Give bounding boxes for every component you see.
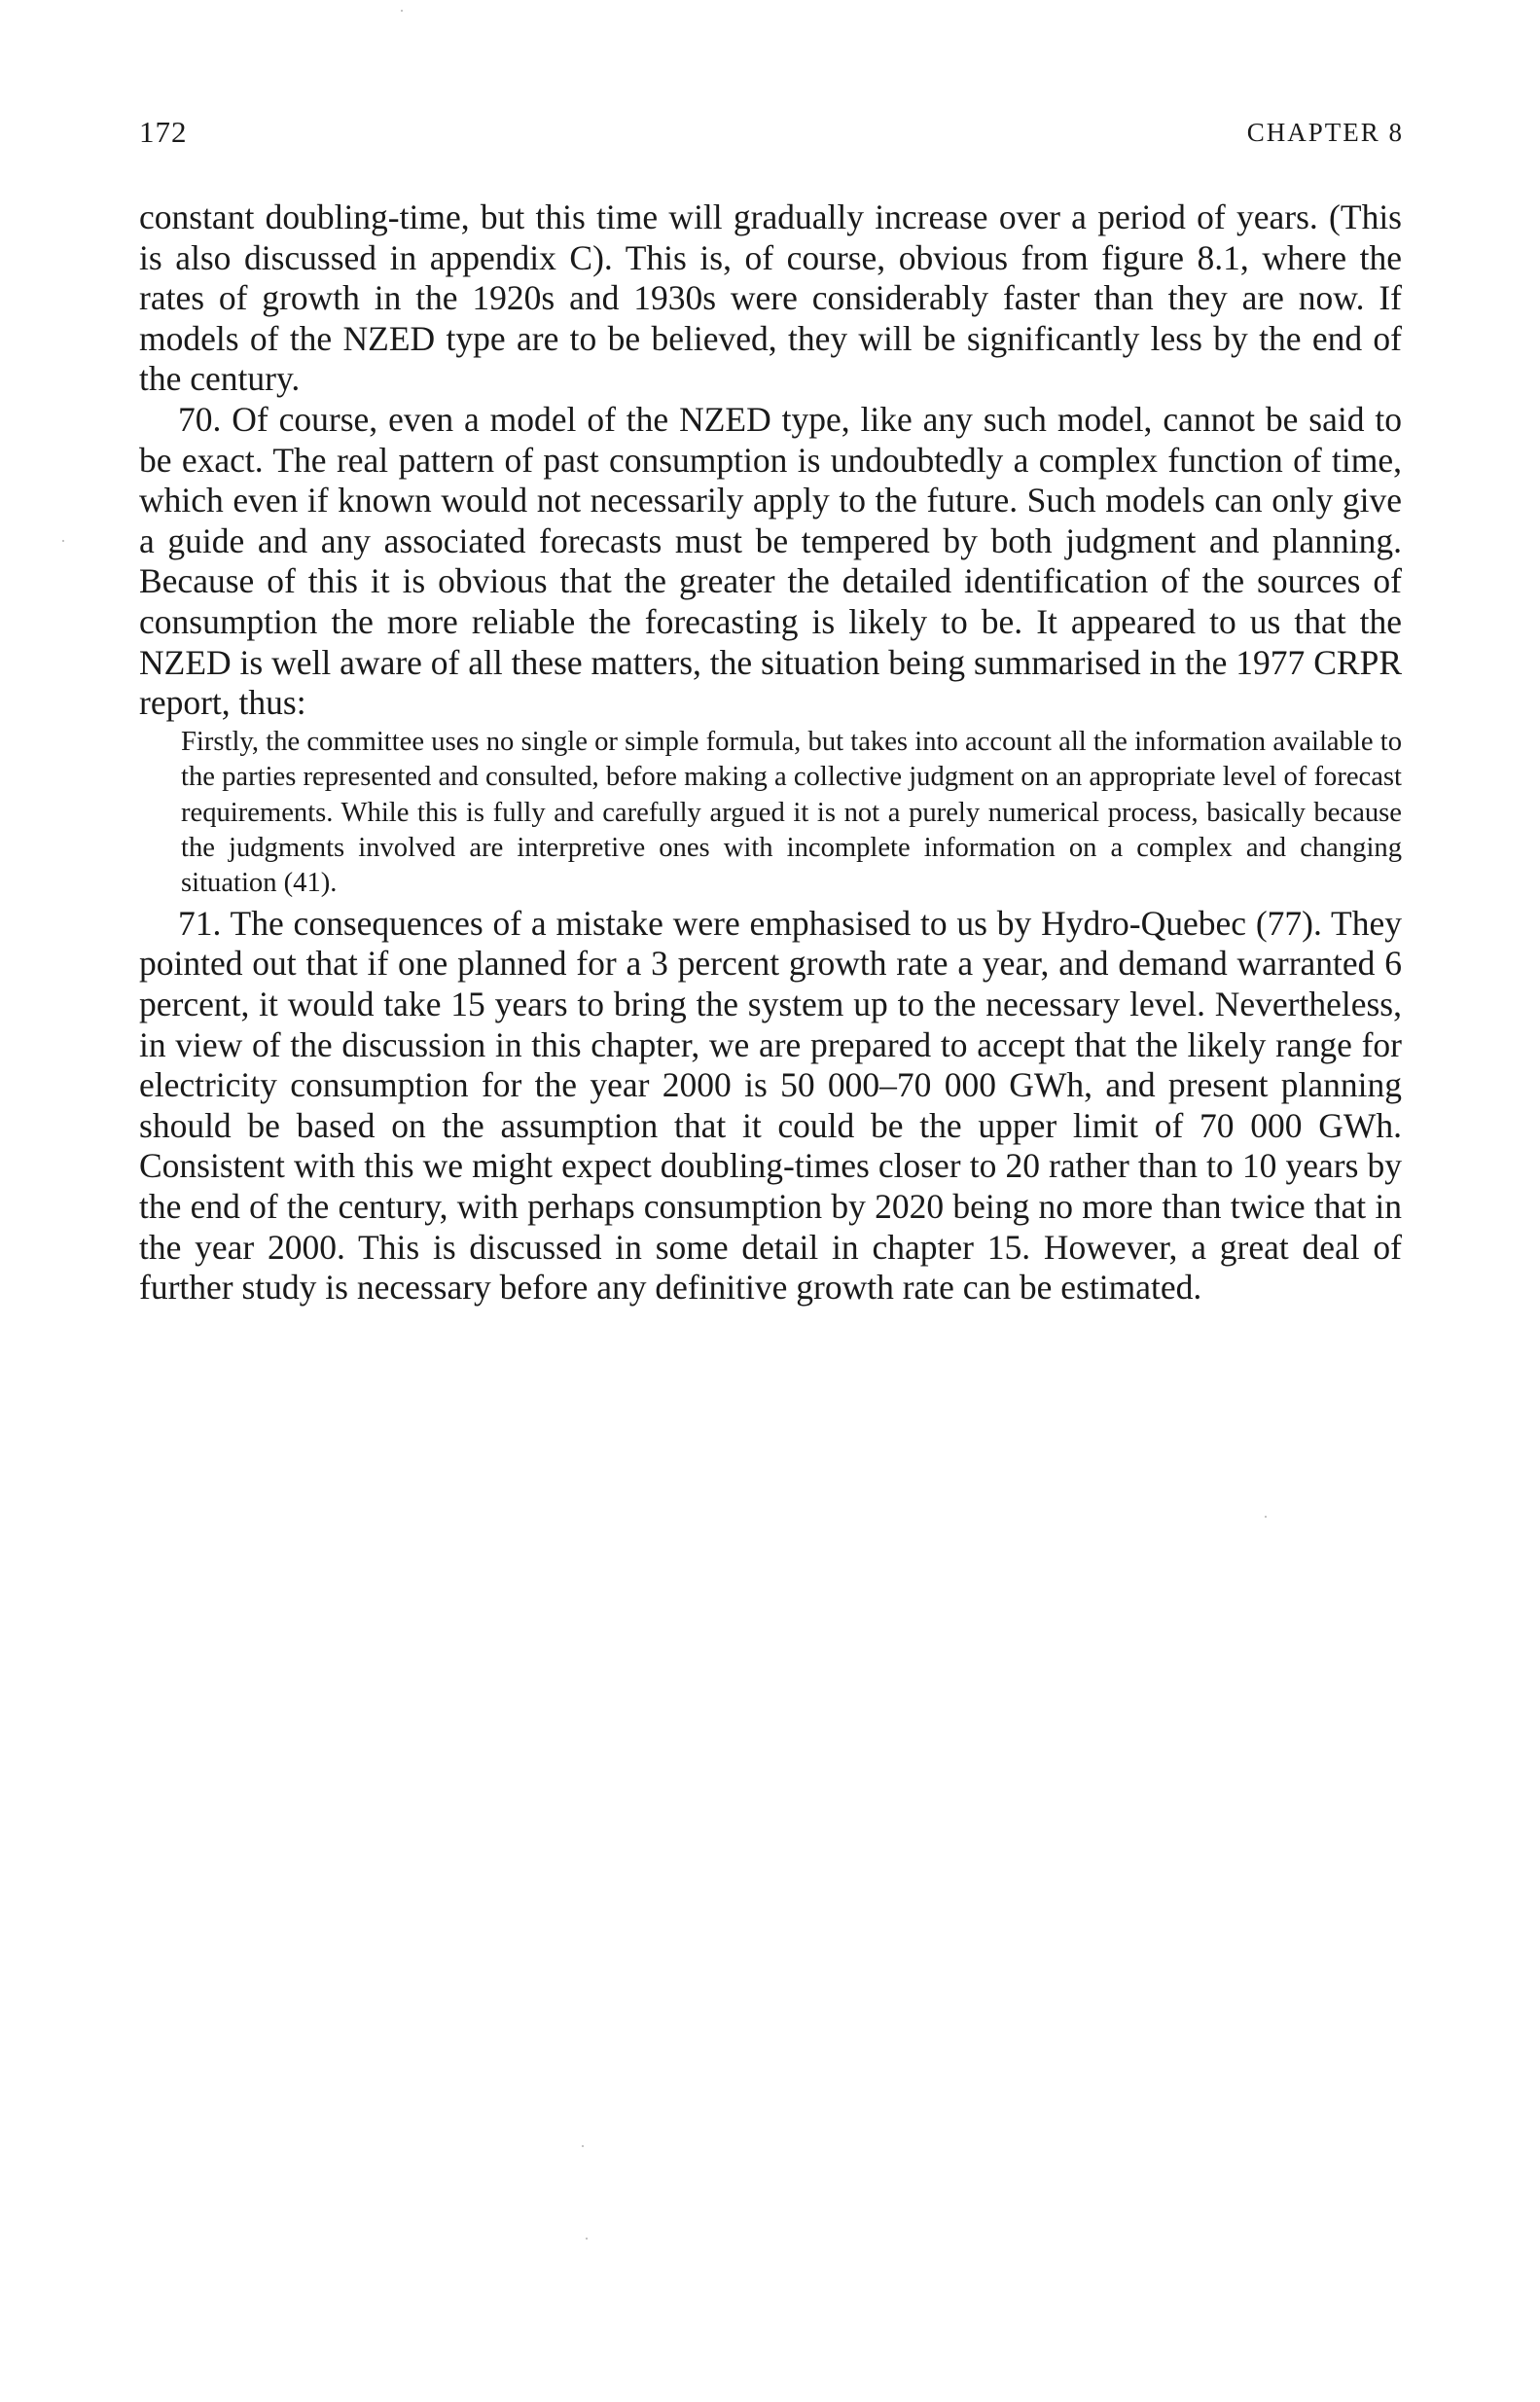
scan-speck [62,540,64,542]
paragraph-continuation: constant doubling-time, but this time will gradually increase over a period of years. (This is also discussed in appendix C). This is, of course, obvious from figure 8.1, where the rates of growth in the 1920s and 1930s were considerably faster than they are now. If models of the NZED type are to be believed, they will be significantly less by the end of the century. [139,197,1402,399]
scan-speck [1265,1516,1267,1518]
body-text [139,197,1402,1309]
paragraph-71: 71. The consequences of a mistake were emphasised to us by Hydro-Quebec (77). They pointed out that if one planned for a 3 percent growth rate a year, and demand warranted 6 percent, it would take 15 years to bring the system up to the necessary level. Nevertheless, in view of the discussion in this chapter, we are prepared to accept that the likely range for electricity consumption for the year 2000 is 50 000–70 000 GWh, and present planning should be based on the assumption that it could be the upper limit of 70 000 GWh. Consistent with this we might expect doubling-times closer to 20 rather than to 10 years by the end of the century, with perhaps consumption by 2020 being no more than twice that in the year 2000. This is discussed in some detail in chapter 15. However, a great deal of further study is necessary before any definitive growth rate can be estimated. [139,903,1402,1308]
block-quote: Firstly, the committee uses no single or simple formula, but takes into account all the information available to the parties represented and consulted, before making a collective judgment on an appropriate level of forecast requirements. While this is fully and carefully argued it is not a purely numerical process, basically because the judgments involved are interpretive ones with incomplete information on a complex and changing situation (41). [181,726,1402,899]
running-head [139,113,1404,152]
paragraph-70: 70. Of course, even a model of the NZED type, like any such model, cannot be said to be exact. The real pattern of past consumption is undoubtedly a complex function of time, which even if known would not necessarily apply to the future. Such models can only give a guide and any associated forecasts must be tempered by both judgment and planning. Because of this it is obvious that the greater the detailed identification of the sources of consumption the more reliable the forecasting is likely to be. It appeared to us that the NZED is well aware of all these matters, the situation being summarised in the 1977 CRPR report, thus: [139,399,1402,723]
scan-speck [401,10,403,12]
scan-speck [582,2145,584,2147]
page-number: 172 [139,115,188,149]
chapter-label: CHAPTER 8 [1246,118,1404,147]
scan-speck [586,2238,588,2240]
